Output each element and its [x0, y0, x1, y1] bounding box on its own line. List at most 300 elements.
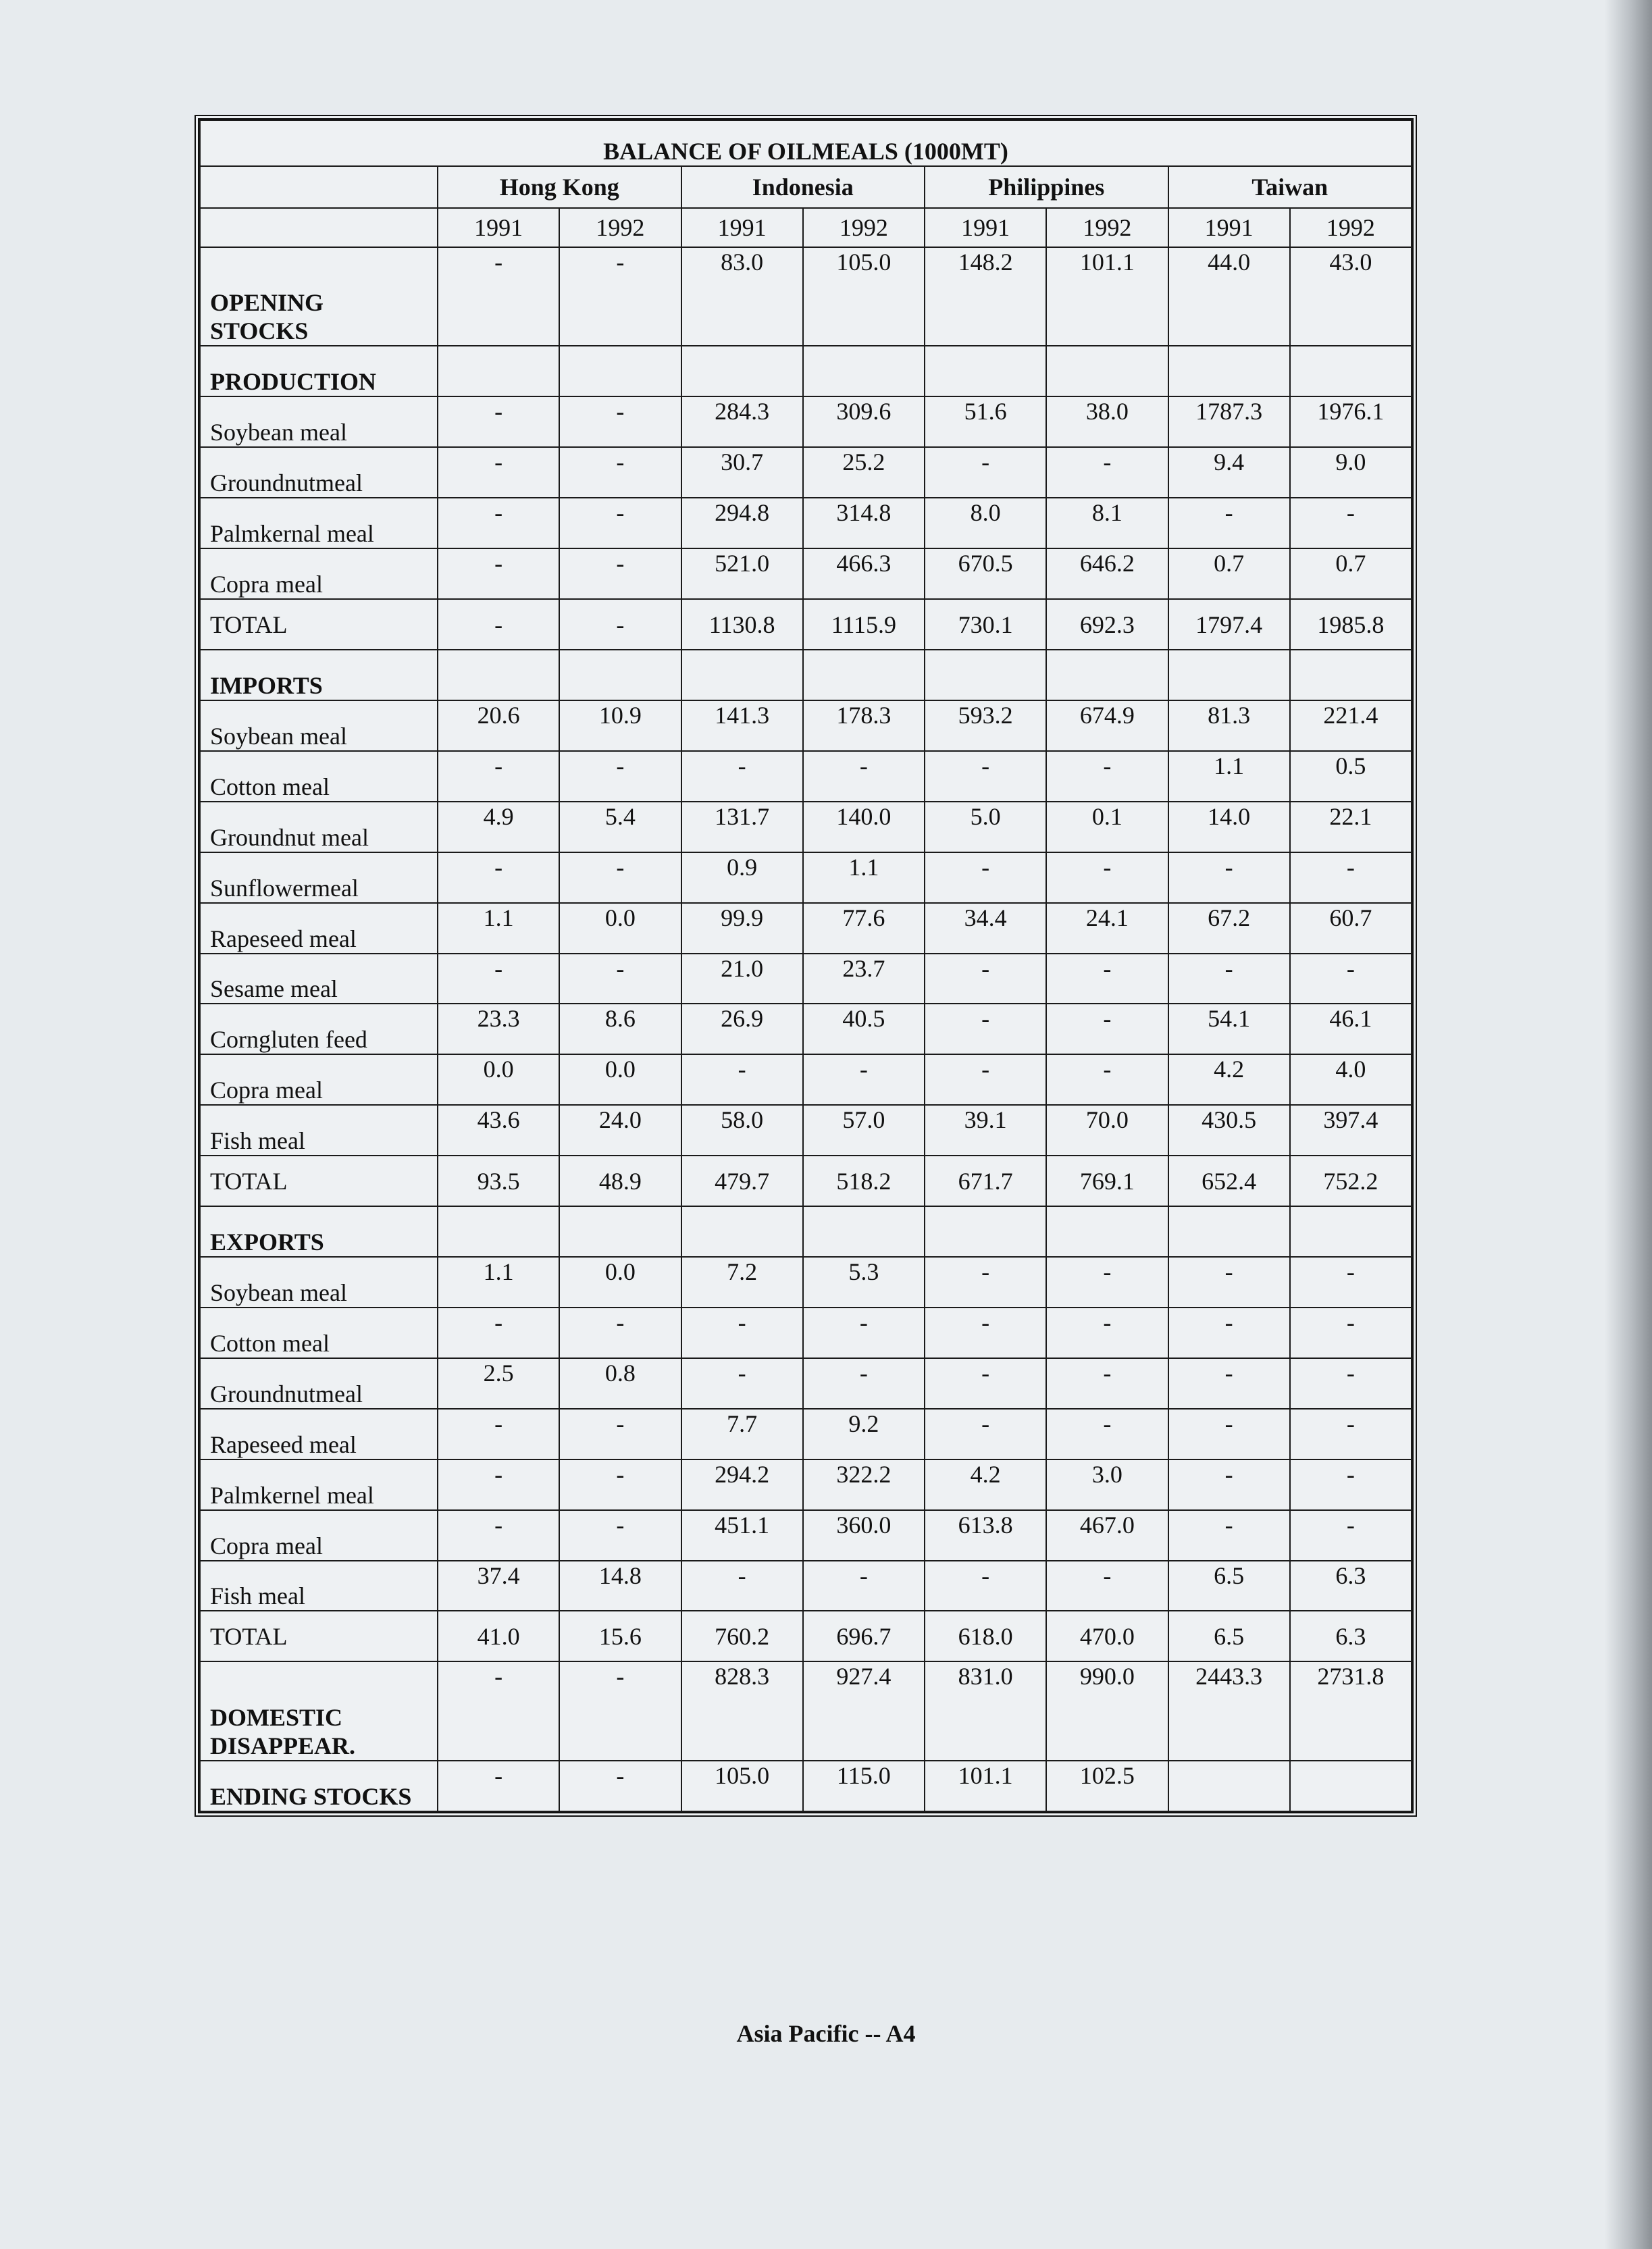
table-cell: 6.3 [1290, 1561, 1412, 1611]
table-cell [925, 650, 1046, 700]
table-row [200, 1206, 1412, 1257]
table-cell: 831.0 [925, 1661, 1046, 1760]
table-cell: - [438, 396, 559, 447]
table-cell: 294.2 [681, 1459, 803, 1510]
table-cell: 99.9 [681, 903, 803, 954]
table-cell: 43.0 [1290, 247, 1412, 346]
table-cell [438, 650, 559, 700]
table-row [200, 1459, 1412, 1510]
table-cell: - [803, 1358, 925, 1409]
table-cell: - [1290, 852, 1412, 903]
table-cell: - [681, 1308, 803, 1358]
table-cell: - [925, 447, 1046, 498]
table-cell: - [1290, 498, 1412, 548]
table-cell: 430.5 [1168, 1105, 1290, 1156]
table-cell: 1.1 [1168, 751, 1290, 802]
table-cell [681, 346, 803, 396]
table-cell: 8.6 [559, 1004, 681, 1054]
table-cell: 314.8 [803, 498, 925, 548]
table-cell: 4.9 [438, 802, 559, 852]
table-cell: - [1290, 1257, 1412, 1308]
table-cell: 990.0 [1046, 1661, 1168, 1760]
table-cell: 4.2 [1168, 1054, 1290, 1105]
table-cell: - [559, 751, 681, 802]
table-cell: 140.0 [803, 802, 925, 852]
year-header: 1992 [1046, 208, 1168, 247]
table-cell: 2731.8 [1290, 1661, 1412, 1760]
table-cell: 221.4 [1290, 700, 1412, 751]
table-cell: 646.2 [1046, 548, 1168, 599]
table-cell: - [559, 447, 681, 498]
table-row [200, 650, 1412, 700]
table-cell: 0.0 [559, 1257, 681, 1308]
table-cell: 21.0 [681, 954, 803, 1004]
page-edge-shadow [1605, 0, 1652, 2249]
table-cell: - [1290, 1459, 1412, 1510]
table-cell [1046, 1206, 1168, 1257]
table-cell: - [559, 1661, 681, 1760]
table-cell: - [925, 1561, 1046, 1611]
table-cell [803, 1206, 925, 1257]
table-cell: 479.7 [681, 1156, 803, 1206]
table-cell: 14.8 [559, 1561, 681, 1611]
table-cell: - [438, 1761, 559, 1811]
table-cell: - [559, 396, 681, 447]
table-cell: 10.9 [559, 700, 681, 751]
table-row [200, 1409, 1412, 1459]
table-cell: 101.1 [925, 1761, 1046, 1811]
table-row [200, 548, 1412, 599]
table-cell: - [1168, 954, 1290, 1004]
table-row [200, 1510, 1412, 1561]
table-cell: 0.7 [1168, 548, 1290, 599]
table-cell: 828.3 [681, 1661, 803, 1760]
table-cell: 752.2 [1290, 1156, 1412, 1206]
table-cell: - [925, 954, 1046, 1004]
table-cell [925, 346, 1046, 396]
country-header: Hong Kong [438, 166, 681, 208]
table-cell: 54.1 [1168, 1004, 1290, 1054]
table-cell: 1976.1 [1290, 396, 1412, 447]
oilmeal-balance-table [195, 115, 1417, 1817]
row-label: Fish meal [200, 1561, 438, 1611]
table-cell: 5.3 [803, 1257, 925, 1308]
table-cell [1046, 346, 1168, 396]
table-cell: 15.6 [559, 1611, 681, 1661]
table-cell: 34.4 [925, 903, 1046, 954]
table-cell [438, 346, 559, 396]
table-cell: 466.3 [803, 548, 925, 599]
row-label: Rapeseed meal [200, 1409, 438, 1459]
table-cell: 37.4 [438, 1561, 559, 1611]
row-label: EXPORTS [200, 1206, 438, 1257]
table-cell: 0.9 [681, 852, 803, 903]
table-cell [925, 1206, 1046, 1257]
table-cell [1290, 1206, 1412, 1257]
table-cell: 0.0 [559, 903, 681, 954]
table-cell: 0.1 [1046, 802, 1168, 852]
table-cell: - [559, 599, 681, 650]
table-cell: 39.1 [925, 1105, 1046, 1156]
table-cell: 1985.8 [1290, 599, 1412, 650]
table-cell: 0.8 [559, 1358, 681, 1409]
table-cell: 927.4 [803, 1661, 925, 1760]
row-label: Groundnut meal [200, 802, 438, 852]
row-label: Copra meal [200, 1510, 438, 1561]
table-cell: 6.5 [1168, 1611, 1290, 1661]
table-cell: - [925, 1308, 1046, 1358]
table-cell: 9.2 [803, 1409, 925, 1459]
table-cell [1046, 650, 1168, 700]
table-cell: 148.2 [925, 247, 1046, 346]
table-cell: 60.7 [1290, 903, 1412, 954]
table-cell: 5.0 [925, 802, 1046, 852]
table-cell: - [559, 852, 681, 903]
table-cell: 9.4 [1168, 447, 1290, 498]
table-cell: 360.0 [803, 1510, 925, 1561]
table-cell: 309.6 [803, 396, 925, 447]
row-label: Groundnutmeal [200, 447, 438, 498]
table-cell: - [559, 1510, 681, 1561]
row-label: Soybean meal [200, 1257, 438, 1308]
row-label: Sunflowermeal [200, 852, 438, 903]
table-row [200, 1358, 1412, 1409]
table-cell: - [1168, 1257, 1290, 1308]
country-header: Taiwan [1168, 166, 1412, 208]
table-cell: 58.0 [681, 1105, 803, 1156]
row-label: Rapeseed meal [200, 903, 438, 954]
table-cell: - [925, 1257, 1046, 1308]
table-row [200, 852, 1412, 903]
table-cell: 23.3 [438, 1004, 559, 1054]
table-cell: 178.3 [803, 700, 925, 751]
table-cell: 1.1 [803, 852, 925, 903]
table-cell: 6.3 [1290, 1611, 1412, 1661]
table-cell [803, 650, 925, 700]
table-row [200, 247, 1412, 346]
table-cell: - [803, 751, 925, 802]
table-cell: 102.5 [1046, 1761, 1168, 1811]
table-cell: - [438, 1308, 559, 1358]
row-label: Soybean meal [200, 396, 438, 447]
table-cell: - [1046, 1561, 1168, 1611]
table-cell: 44.0 [1168, 247, 1290, 346]
table-cell: 14.0 [1168, 802, 1290, 852]
table-cell: 730.1 [925, 599, 1046, 650]
table-cell: 46.1 [1290, 1004, 1412, 1054]
row-label: OPENING STOCKS [200, 247, 438, 346]
table-cell: 2443.3 [1168, 1661, 1290, 1760]
table-cell: 101.1 [1046, 247, 1168, 346]
table-cell: 43.6 [438, 1105, 559, 1156]
row-label: Cotton meal [200, 751, 438, 802]
table-cell: 294.8 [681, 498, 803, 548]
table-cell: 0.0 [438, 1054, 559, 1105]
table-cell: 397.4 [1290, 1105, 1412, 1156]
table-row [200, 1105, 1412, 1156]
table-cell: 7.7 [681, 1409, 803, 1459]
table-cell: 57.0 [803, 1105, 925, 1156]
row-label: Sesame meal [200, 954, 438, 1004]
table-cell: - [925, 1409, 1046, 1459]
table-cell [559, 650, 681, 700]
table-cell: - [438, 1459, 559, 1510]
table-cell: 760.2 [681, 1611, 803, 1661]
table-row [200, 700, 1412, 751]
table-cell: 0.7 [1290, 548, 1412, 599]
table-cell: - [1168, 1409, 1290, 1459]
table-cell: 0.0 [559, 1054, 681, 1105]
table-cell: 1797.4 [1168, 599, 1290, 650]
table-cell: - [803, 1308, 925, 1358]
table-cell: 20.6 [438, 700, 559, 751]
table-cell: - [559, 1308, 681, 1358]
table-row [200, 447, 1412, 498]
table-cell: 671.7 [925, 1156, 1046, 1206]
table-cell: 613.8 [925, 1510, 1046, 1561]
table-cell: - [1168, 1358, 1290, 1409]
table-row [200, 1004, 1412, 1054]
table-cell: 70.0 [1046, 1105, 1168, 1156]
table-cell: - [681, 1561, 803, 1611]
table-cell: 115.0 [803, 1761, 925, 1811]
table-cell: - [1290, 1510, 1412, 1561]
row-label: Palmkernal meal [200, 498, 438, 548]
table-cell: 9.0 [1290, 447, 1412, 498]
table-cell: 51.6 [925, 396, 1046, 447]
table-cell [559, 1206, 681, 1257]
table-cell [559, 346, 681, 396]
table-cell: - [1168, 852, 1290, 903]
table-cell: - [559, 1459, 681, 1510]
table-cell: 41.0 [438, 1611, 559, 1661]
table-cell: - [1290, 1358, 1412, 1409]
table-cell: - [438, 751, 559, 802]
table-cell: 692.3 [1046, 599, 1168, 650]
year-header: 1991 [438, 208, 559, 247]
table-cell: 48.9 [559, 1156, 681, 1206]
table-row [200, 1257, 1412, 1308]
table-cell [681, 1206, 803, 1257]
table-cell: 131.7 [681, 802, 803, 852]
row-label: TOTAL [200, 599, 438, 650]
year-header: 1991 [925, 208, 1046, 247]
table-cell: 105.0 [803, 247, 925, 346]
table-cell: 322.2 [803, 1459, 925, 1510]
country-header: Indonesia [681, 166, 925, 208]
row-label: Soybean meal [200, 700, 438, 751]
table-cell [1168, 346, 1290, 396]
table-cell: 4.2 [925, 1459, 1046, 1510]
table-cell: 467.0 [1046, 1510, 1168, 1561]
year-header: 1992 [803, 208, 925, 247]
table-cell: 40.5 [803, 1004, 925, 1054]
table-cell: - [438, 1409, 559, 1459]
table-cell: - [438, 498, 559, 548]
table-row [200, 751, 1412, 802]
table-cell [438, 1206, 559, 1257]
table-cell: - [438, 599, 559, 650]
table-cell: - [438, 247, 559, 346]
table-cell: - [438, 954, 559, 1004]
row-label: Corngluten feed [200, 1004, 438, 1054]
table-cell: - [925, 1004, 1046, 1054]
table-cell: 141.3 [681, 700, 803, 751]
table-cell: 3.0 [1046, 1459, 1168, 1510]
table-cell [1168, 1761, 1290, 1811]
table-cell: 23.7 [803, 954, 925, 1004]
row-label: Fish meal [200, 1105, 438, 1156]
table-cell: - [559, 548, 681, 599]
table-cell: - [1168, 1510, 1290, 1561]
table-cell: - [925, 1358, 1046, 1409]
table-cell: - [681, 1358, 803, 1409]
table-cell: 1787.3 [1168, 396, 1290, 447]
row-label: ENDING STOCKS [200, 1761, 438, 1811]
table-cell: 25.2 [803, 447, 925, 498]
row-label: DOMESTIC DISAPPEAR. [200, 1661, 438, 1760]
table-cell [681, 650, 803, 700]
table-cell: 521.0 [681, 548, 803, 599]
table-cell: - [438, 548, 559, 599]
table-cell: - [1046, 751, 1168, 802]
table-cell: - [1168, 498, 1290, 548]
table-cell: 696.7 [803, 1611, 925, 1661]
year-header: 1992 [559, 208, 681, 247]
year-header: 1991 [1168, 208, 1290, 247]
row-label: Palmkernel meal [200, 1459, 438, 1510]
table-cell: 7.2 [681, 1257, 803, 1308]
row-label: Cotton meal [200, 1308, 438, 1358]
table-cell [803, 346, 925, 396]
table-cell: - [438, 1661, 559, 1760]
row-label: Groundnutmeal [200, 1358, 438, 1409]
table-cell: - [559, 1409, 681, 1459]
year-header: 1992 [1290, 208, 1412, 247]
row-label: Copra meal [200, 1054, 438, 1105]
table-row [200, 498, 1412, 548]
table-row [200, 1661, 1412, 1760]
table-cell: 1.1 [438, 1257, 559, 1308]
table-cell: 0.5 [1290, 751, 1412, 802]
table-row [200, 1561, 1412, 1611]
table-cell: 67.2 [1168, 903, 1290, 954]
table-cell: 674.9 [1046, 700, 1168, 751]
year-header: 1991 [681, 208, 803, 247]
table-cell: - [1290, 1308, 1412, 1358]
corner-cell [200, 166, 438, 208]
row-label: TOTAL [200, 1611, 438, 1661]
table-cell: 4.0 [1290, 1054, 1412, 1105]
table-cell: 22.1 [1290, 802, 1412, 852]
table-cell: - [925, 751, 1046, 802]
table-row [200, 903, 1412, 954]
page-footer: Asia Pacific -- A4 [736, 2020, 916, 2047]
table-cell: 670.5 [925, 548, 1046, 599]
table-cell: - [1046, 1257, 1168, 1308]
table-cell: 8.0 [925, 498, 1046, 548]
table-cell: - [681, 751, 803, 802]
table-cell: - [1168, 1459, 1290, 1510]
corner-cell [200, 208, 438, 247]
table-cell: - [1046, 447, 1168, 498]
table-row [200, 346, 1412, 396]
table-cell: 105.0 [681, 1761, 803, 1811]
row-label: IMPORTS [200, 650, 438, 700]
table-cell: 83.0 [681, 247, 803, 346]
table-cell: - [1046, 1054, 1168, 1105]
table-cell: - [803, 1054, 925, 1105]
table-cell: - [559, 247, 681, 346]
table-cell: - [438, 852, 559, 903]
table-cell [1168, 650, 1290, 700]
table-row [200, 954, 1412, 1004]
table-cell: - [1168, 1308, 1290, 1358]
table-cell: 6.5 [1168, 1561, 1290, 1611]
table-cell: - [559, 1761, 681, 1811]
table-row [200, 1156, 1412, 1206]
table-cell: 24.1 [1046, 903, 1168, 954]
table-row [200, 599, 1412, 650]
table-row [200, 1054, 1412, 1105]
table-cell: 451.1 [681, 1510, 803, 1561]
table-cell: - [1046, 1358, 1168, 1409]
table-cell: 8.1 [1046, 498, 1168, 548]
table-title: BALANCE OF OILMEALS (1000MT) [200, 120, 1412, 166]
table-row [200, 802, 1412, 852]
table-cell: 769.1 [1046, 1156, 1168, 1206]
table-cell: - [1290, 1409, 1412, 1459]
table-row [200, 396, 1412, 447]
table-cell: 470.0 [1046, 1611, 1168, 1661]
table-cell: - [1046, 1308, 1168, 1358]
row-label: TOTAL [200, 1156, 438, 1206]
table-cell: 81.3 [1168, 700, 1290, 751]
table-cell: - [559, 954, 681, 1004]
table-cell: 518.2 [803, 1156, 925, 1206]
table-cell: - [438, 447, 559, 498]
table-cell: - [438, 1510, 559, 1561]
table-cell: - [925, 1054, 1046, 1105]
table-cell: 1130.8 [681, 599, 803, 650]
table-cell: 1115.9 [803, 599, 925, 650]
table-cell: 652.4 [1168, 1156, 1290, 1206]
table-cell: 38.0 [1046, 396, 1168, 447]
table-cell: 93.5 [438, 1156, 559, 1206]
table-cell: 284.3 [681, 396, 803, 447]
table-cell: 593.2 [925, 700, 1046, 751]
table-cell: - [1046, 954, 1168, 1004]
table-cell: 618.0 [925, 1611, 1046, 1661]
table-row [200, 1611, 1412, 1661]
table-cell: 30.7 [681, 447, 803, 498]
table-cell: - [1290, 954, 1412, 1004]
table-cell: 2.5 [438, 1358, 559, 1409]
table-row [200, 1761, 1412, 1811]
table-cell: - [1046, 1004, 1168, 1054]
table-cell: 5.4 [559, 802, 681, 852]
table-cell [1168, 1206, 1290, 1257]
table-cell: 1.1 [438, 903, 559, 954]
table-cell: - [925, 852, 1046, 903]
table-cell [1290, 1761, 1412, 1811]
table-cell: - [1046, 1409, 1168, 1459]
table-cell [1290, 346, 1412, 396]
row-label: PRODUCTION [200, 346, 438, 396]
table-row [200, 1308, 1412, 1358]
row-label: Copra meal [200, 548, 438, 599]
table-cell: - [681, 1054, 803, 1105]
